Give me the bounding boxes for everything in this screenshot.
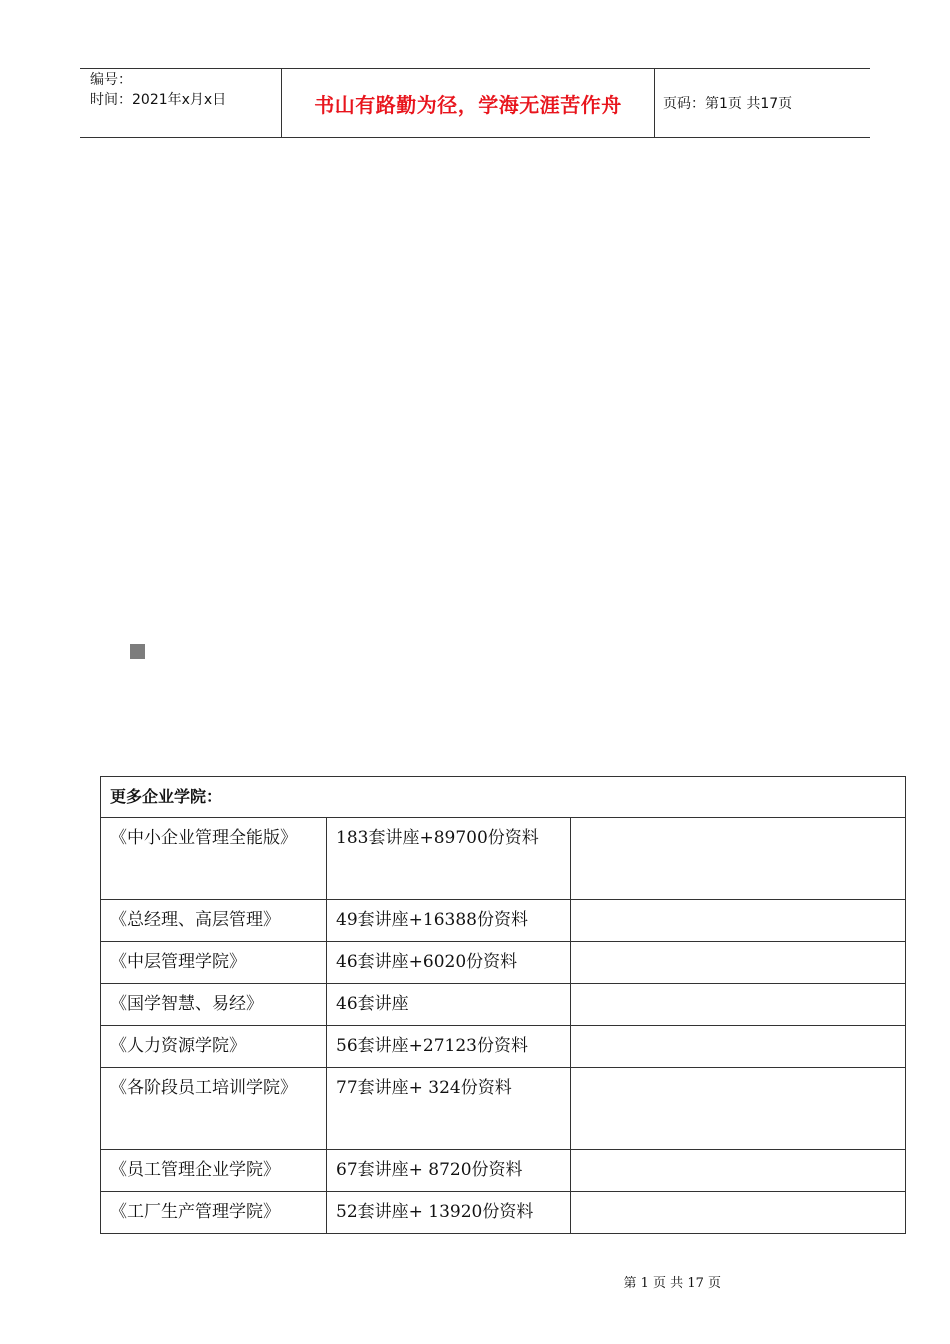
academy-name: 《员工管理企业学院》 [101,1150,327,1192]
table-row [101,900,906,942]
square-bullet-icon [130,644,145,659]
table-row [101,1192,906,1234]
academy-content: 52套讲座+ 13920份资料 [327,1192,571,1234]
academy-content: 77套讲座+ 324份资料 [327,1068,571,1150]
table-row [101,818,906,900]
footer-page-number: 第 1 页 共 17 页 [623,1276,721,1291]
academy-name: 《总经理、高层管理》 [101,900,327,942]
motto-text: 书山有路勤为径，学海无涯苦作舟 [314,92,622,117]
academy-name: 《工厂生产管理学院》 [101,1192,327,1234]
table-caption: 更多企业学院： [101,777,906,818]
academy-content: 56套讲座+27123份资料 [327,1026,571,1068]
academy-extra [571,1026,906,1068]
header-meta-cell [80,69,281,137]
academy-extra [571,818,906,900]
number-label: 编号： [90,72,132,88]
academy-name: 《中小企业管理全能版》 [101,818,327,900]
table-row [101,1068,906,1150]
table-row [101,984,906,1026]
page-info: 页码：第1页 共17页 [663,96,793,112]
academy-extra [571,900,906,942]
academy-extra [571,1192,906,1234]
academy-table [100,776,906,1234]
academy-name: 《中层管理学院》 [101,942,327,984]
academy-content: 46套讲座+6020份资料 [327,942,571,984]
academy-content: 183套讲座+89700份资料 [327,818,571,900]
header-motto-cell [281,69,655,137]
academy-content: 46套讲座 [327,984,571,1026]
academy-extra [571,1068,906,1150]
academy-extra [571,1150,906,1192]
time-label: 时间：2021年x月x日 [90,92,227,108]
header-page-cell [655,69,870,137]
academy-name: 《各阶段员工培训学院》 [101,1068,327,1150]
academy-content: 67套讲座+ 8720份资料 [327,1150,571,1192]
academy-name: 《国学智慧、易经》 [101,984,327,1026]
table-row [101,942,906,984]
table-row [101,1150,906,1192]
table-row [101,1026,906,1068]
academy-extra [571,984,906,1026]
academy-content: 49套讲座+16388份资料 [327,900,571,942]
page-footer [0,1272,950,1291]
academy-extra [571,942,906,984]
document-header [80,68,870,138]
academy-name: 《人力资源学院》 [101,1026,327,1068]
